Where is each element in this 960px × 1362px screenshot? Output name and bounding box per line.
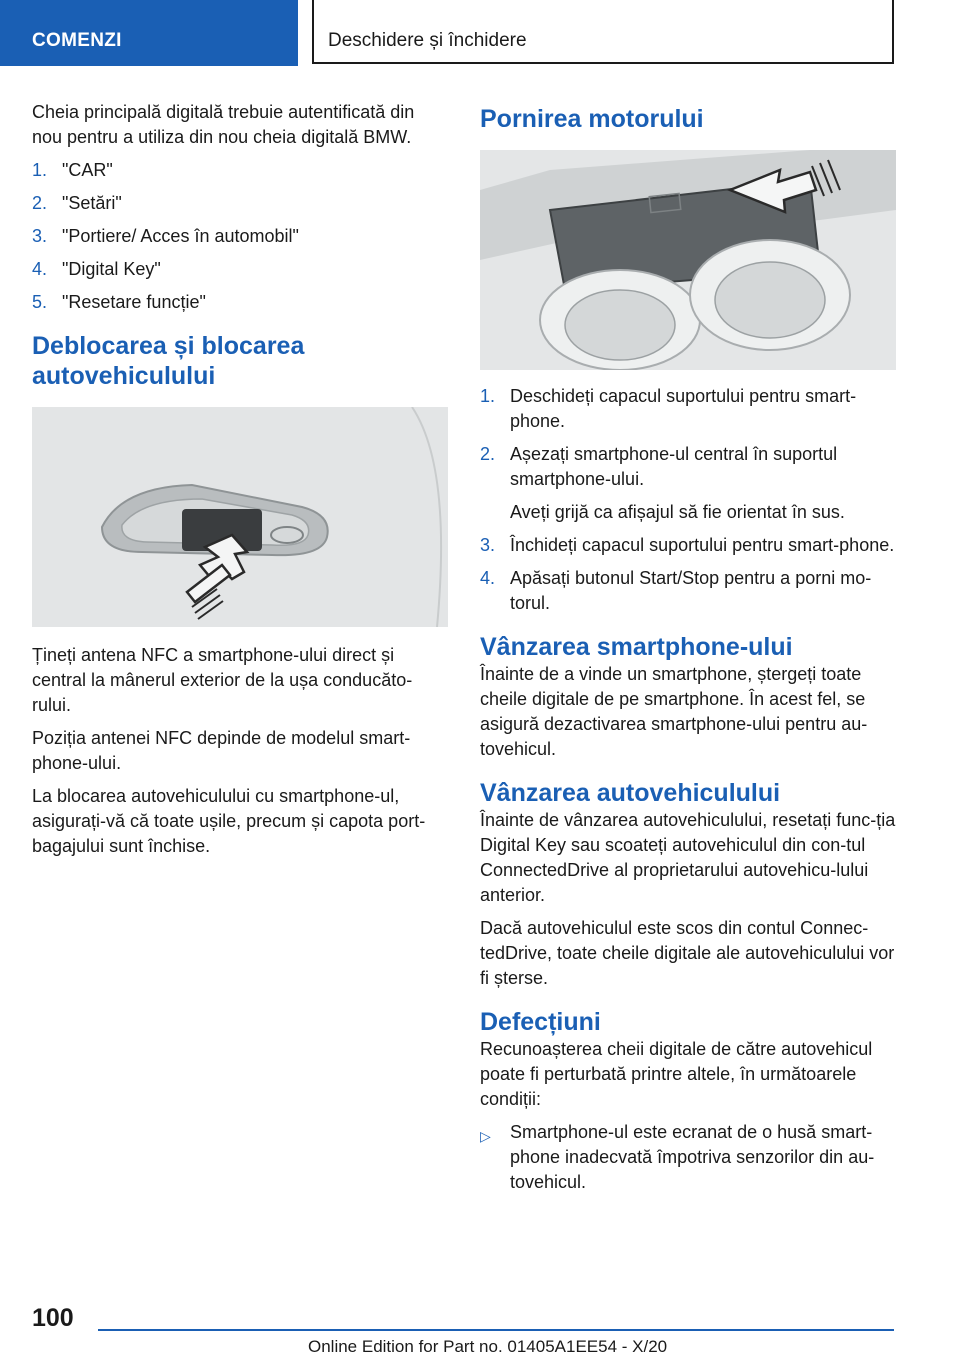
chapter-title: Deschidere și închidere: [328, 30, 527, 51]
body-paragraph: Înainte de a vinde un smartphone, ștergeți toate cheile digitale de pe smartphone. În acest fel, se asigură dezactivarea smartphone-ului pentru au-tovehicul.: [480, 664, 868, 759]
door-handle-illustration: [32, 407, 448, 627]
intro-paragraph: Cheia principală digitală trebuie autentificată din nou pentru a utiliza din nou cheia digitală BMW.: [32, 102, 415, 147]
body-paragraph: Dacă autovehiculul este scos din contul Connec-tedDrive, toate cheile digitale ale autovehiculului vor fi șterse.: [480, 918, 895, 988]
list-item: 5. "Resetare funcție": [32, 292, 206, 312]
list-item: 4. "Digital Key": [32, 259, 161, 279]
list-item: 3. "Portiere/ Acces în automobil": [32, 226, 299, 246]
door-handle-icon: [32, 407, 448, 627]
right-column: [480, 100, 896, 1195]
footer-rule: [98, 1329, 894, 1331]
section-heading-sell-phone: Vânzarea smartphone-ului: [480, 633, 793, 661]
phone-holder-illustration: [480, 150, 896, 370]
body-paragraph: La blocarea autovehiculului cu smartphone-ul, asigurați-vă că toate ușile, precum și capota port-bagajului sunt închise.: [32, 786, 426, 856]
engine-start-steps-cont: [480, 533, 896, 616]
engine-start-steps: [480, 384, 896, 492]
section-heading-engine: Pornirea motorului: [480, 105, 704, 133]
list-item: 2. Așezați smartphone-ul central în suportul smartphone-ului.: [480, 444, 838, 489]
section-tab: [0, 0, 298, 66]
body-paragraph: Recunoașterea cheii digitale de către autovehicul poate fi perturbată printre altele, în următoarele condiții:: [480, 1039, 873, 1109]
body-paragraph: Poziția antenei NFC depinde de modelul smart-phone-ului.: [32, 728, 411, 773]
list-item: 3. Închideți capacul suportului pentru smart-phone.: [480, 535, 895, 555]
body-paragraph: Înainte de vânzarea autovehiculului, resetați func-ția Digital Key sau scoateți autovehiculul din con-tul ConnectedDrive al proprietarului autovehicu-lului anterior.: [480, 810, 896, 905]
edition-text: Online Edition for Part no. 01405A1EE54 - X/20: [308, 1337, 668, 1356]
page-number: 100: [32, 1304, 74, 1332]
body-paragraph: Țineți antena NFC a smartphone-ului direct și central la mânerul exterior de la ușa conducăto-rului.: [32, 645, 413, 715]
section-heading-unlock: Deblocarea și blocarea autovehiculului: [32, 332, 305, 390]
bullet-triangle-icon: ▷: [480, 1128, 491, 1144]
chapter-header: [312, 0, 894, 64]
section-title: COMENZI: [32, 30, 122, 51]
bullet-item: ▷ Smartphone-ul este ecranat de o husă smart-phone inadecvată împotriva senzorilor din au-tovehicul.: [480, 1122, 875, 1192]
step-note: Aveți grijă ca afișajul să fie orientat în sus.: [510, 502, 845, 522]
settings-steps: [32, 158, 448, 315]
section-heading-malfunctions: Defecțiuni: [480, 1008, 601, 1036]
left-column: [32, 100, 448, 867]
list-item: 4. Apăsați butonul Start/Stop pentru a porni mo-torul.: [480, 568, 872, 613]
phone-holder-icon: [480, 150, 896, 370]
list-item: 2. "Setări": [32, 193, 122, 213]
list-item: 1. Deschideți capacul suportului pentru smart-phone.: [480, 386, 857, 431]
list-item: 1. "CAR": [32, 160, 113, 180]
section-heading-sell-vehicle: Vânzarea autovehiculului: [480, 779, 781, 807]
